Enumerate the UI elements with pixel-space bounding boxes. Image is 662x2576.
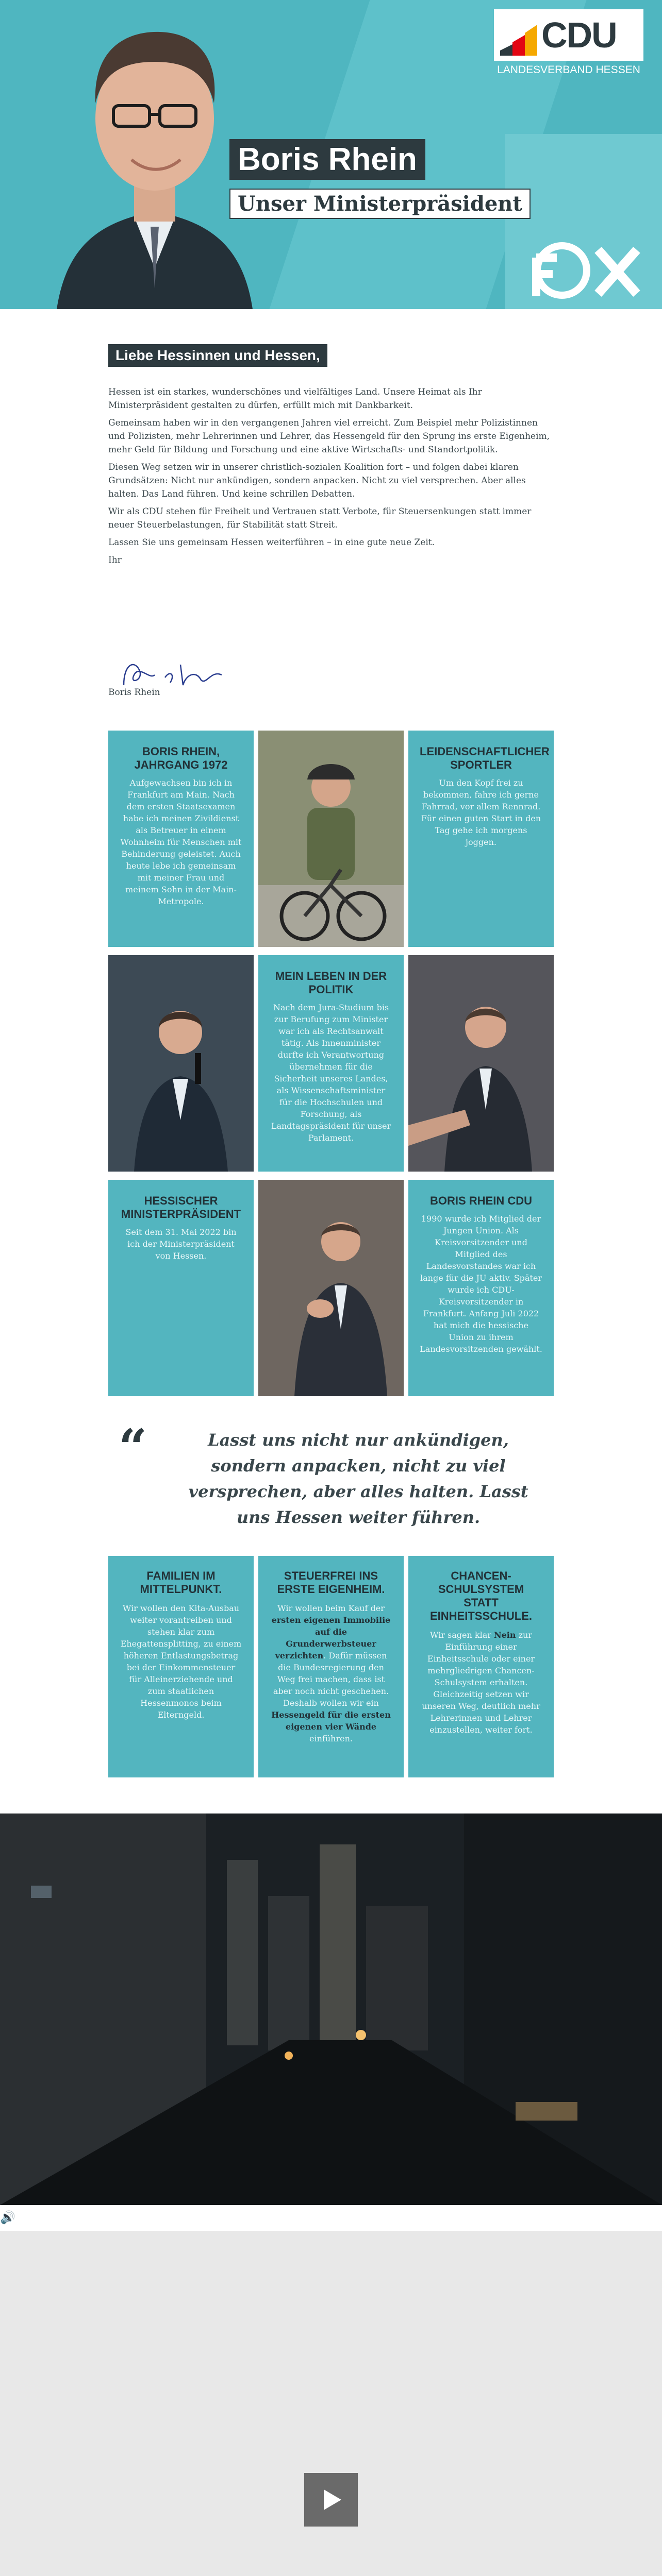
intro-paragraph: Gemeinsam haben wir in den vergangenen Jahren viel erreicht. Zum Beispiel mehr Polizistinnen und Polizisten, mehr Lehrerinnen und Lehrer, das Hessengeld für den Sprung ins erste Eigenheim, mehr Geld für Bildung und Forschung und eine aktive Wirtschafts- und Standortpolitik. xyxy=(108,418,550,455)
intro-paragraph: Lassen Sie uns gemeinsam Hessen weiterführen – in eine gute neue Zeit. xyxy=(108,537,435,548)
pillar-title: STEUERFREI INS ERSTE EIGENHEIM. xyxy=(277,1569,385,1596)
bio-tile xyxy=(258,955,404,1172)
bio-tile xyxy=(408,1180,554,1396)
intro-heading: Liebe Hessinnen und Hessen, xyxy=(108,344,327,367)
speech-photo xyxy=(108,955,254,1172)
bio-tile-text: 1990 wurde ich Mitglied der Jungen Union. Als Kreisvorsitzender und Mitglied des Landesvorstandes war ich lange für die JU aktiv. Später wurde ich CDU-Kreisvorsitzender in Frankfurt. Anfang Juli 2022 hat mich die hessische Union zu ihrem Landesvorsitzenden gewählt. xyxy=(420,1214,542,1354)
intro-paragraph: Hessen ist ein starkes, wunderschönes und vielfältiges Land. Unsere Heimat als Ihr Ministerpräsident gestalten zu dürfen, erfüllt mich mit Dankbarkeit. xyxy=(108,387,482,411)
play-button[interactable] xyxy=(304,2473,358,2527)
hero-title: Unser Ministerpräsident xyxy=(229,189,531,219)
bio-tile-text: Seit dem 31. Mai 2022 bin ich der Ministerpräsident von Hessen. xyxy=(125,1227,237,1261)
intro-paragraph: Wir als CDU stehen für Freiheit und Vertrauen statt Verbote, für Steuersenkungen statt immer neuer Steuerbelastungen, für Stabilität statt Streit. xyxy=(108,506,532,530)
pillar-card xyxy=(258,1556,404,1777)
city-night-photo xyxy=(0,1814,662,2205)
cdu-logo-icon xyxy=(500,25,537,56)
handshake-photo xyxy=(408,955,554,1172)
play-icon xyxy=(324,2489,341,2510)
bio-tile-text: Um den Kopf frei zu bekommen, fahre ich gerne Fahrrad, vor allem Rennrad. Für einen guten Start in den Tag gehe ich morgens joggen. xyxy=(421,778,541,847)
bio-tile-text: Nach dem Jura-Studium bis zur Berufung zum Minister war ich als Rechtsanwalt tätig. Als Innenminister durfte ich Verantwortung übernehmen für die Sicherheit unseres Landes, als Wissenschaftsminister für die Hochschulen und Forschung, als Landtagspräsident für unser Parlament. xyxy=(271,1003,391,1143)
bio-tile-title: HESSISCHER MINISTERPRÄSIDENT xyxy=(121,1194,241,1221)
pillar-title: FAMILIEN IM MITTELPUNKT. xyxy=(140,1569,222,1596)
quote-text: Lasst uns nicht nur ankündigen, sondern anpacken, nicht zu viel versprechen, aber alles halten. Lasst uns Hessen weiter führen. xyxy=(188,1430,528,1527)
intro-paragraph: Ihr xyxy=(108,555,122,565)
pillar-text: Wir sagen klar Nein zur Einführung einer Einheitsschule oder einer mehrgliedrigen Chancen-Schulsystem erhalten. Gleichzeitig setzen wir unseren Weg, deutlich mehr Lehrerinnen und Lehrer einzustellen, weiter fort. xyxy=(422,1630,540,1735)
signature-name: Boris Rhein xyxy=(108,687,160,698)
pillar-text: Wir wollen den Kita-Ausbau weiter vorantreiben und stehen klar zum Ehegattensplitting, zu einem höheren Entlastungsbetrag bei der Einkommensteuer für Alleinerziehende und zum staatlichen Hessenmonos beim Elterngeld. xyxy=(120,1603,242,1720)
cycling-photo xyxy=(258,731,404,947)
cdu-logo[interactable] xyxy=(494,9,643,61)
bio-tile xyxy=(108,731,254,947)
bio-tile xyxy=(408,731,554,947)
pillar-title: CHANCEN-SCHULSYSTEM STATT EINHEITSSCHULE. xyxy=(429,1569,533,1622)
hero-name: Boris Rhein xyxy=(229,139,425,180)
pillar-card xyxy=(408,1556,554,1777)
quote-mark-icon: “ xyxy=(119,1418,147,1477)
bio-tile-title: LEIDENSCHAFTLICHER SPORTLER xyxy=(420,745,550,771)
volume-icon[interactable]: 🔊 xyxy=(0,2210,15,2225)
hero-banner xyxy=(0,0,662,309)
applause-photo xyxy=(258,1180,404,1396)
bio-tile-title: MEIN LEBEN IN DER POLITIK xyxy=(275,970,387,996)
video-player[interactable] xyxy=(0,2231,662,2576)
bio-tile xyxy=(108,1180,254,1396)
intro-paragraph: Diesen Weg setzen wir in unserer christlich-sozialen Koalition fort – und folgen dabei klaren Grundsätzen: Nicht nur ankündigen, sondern anpacken. Nicht zu viel versprechen. Aber alles halten. Das Land führen. Und keine schrillen Debatten. xyxy=(108,462,526,499)
bio-tile-title: BORIS RHEIN, JAHRGANG 1972 xyxy=(134,745,228,771)
fox-icon[interactable] xyxy=(521,242,644,299)
logo-subtitle: LANDESVERBAND HESSEN xyxy=(497,64,640,76)
bio-tile-text: Aufgewachsen bin ich in Frankfurt am Main. Nach dem ersten Staatsexamen habe ich meinen Zivildienst als Betreuer in einem Wohnheim für Menschen mit Behinderung geleistet. Auch heute lebe ich gemeinsam mit meiner Frau und meinem Sohn in der Main-Metropole. xyxy=(120,778,242,906)
pillar-card xyxy=(108,1556,254,1777)
bio-tile-title: BORIS RHEIN CDU xyxy=(429,1194,532,1207)
intro-letter xyxy=(108,385,557,571)
cdu-logo-text: CDU xyxy=(541,15,617,55)
pillar-text: Wir wollen beim Kauf der ersten eigenen Immobilie auf die Grunderwerbsteuer verzichten. Dafür müssen die Bundesregierung den Weg frei machen, dass ist aber noch nicht geschehen. Deshalb wollen wir ein Hessengeld für die ersten eigenen vier Wände einführen. xyxy=(271,1603,391,1743)
